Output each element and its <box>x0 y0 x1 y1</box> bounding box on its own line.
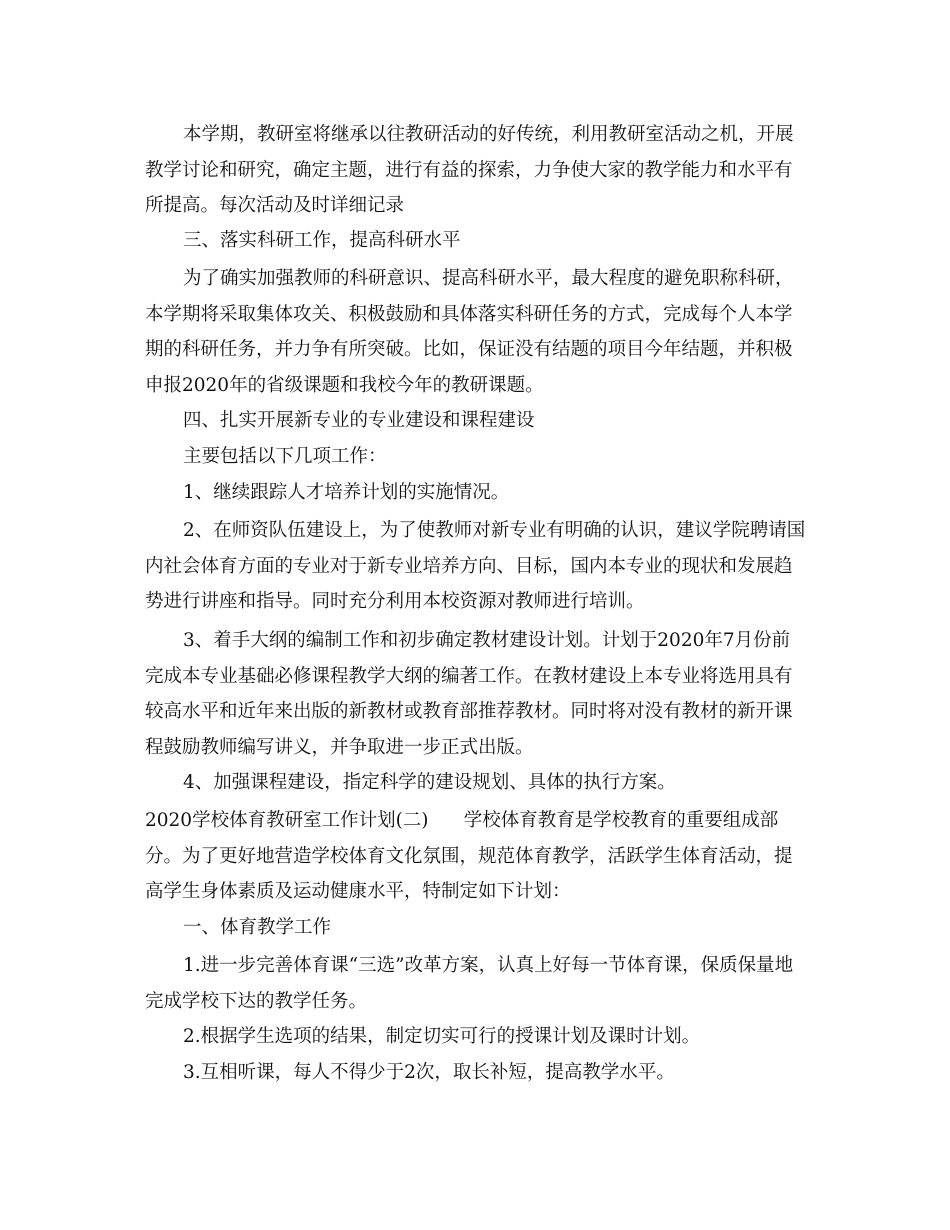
list-item-4: 4、加强课程建设，指定科学的建设规划、具体的执行方案。 <box>183 772 676 793</box>
text-line: 申报2020年的省级课题和我校今年的教研课题。 <box>145 374 544 396</box>
text-line: 1.进一步完善体育课“三选”改革方案，认真上好每一节体育课，保质保量地 <box>183 955 794 976</box>
list-item-1: 1、继续跟踪人才培养计划的实施情况。 <box>183 482 510 503</box>
text-line: 2020学校体育教研室工作计划(二) 学校体育教育是学校教育的重要组成部 <box>145 810 779 831</box>
paragraph-teaching-research <box>145 117 810 224</box>
list-item-s1 <box>145 948 810 1019</box>
text-line: 较高水平和近年来出版的新教材或教育部推荐教材。同时将对没有教材的新开课 <box>145 701 793 722</box>
text-line: 教学讨论和研究，确定主题，进行有益的探索，力争使大家的教学能力和水平有 <box>145 159 793 181</box>
list-item-3 <box>145 623 810 765</box>
text-line: 完成本专业基础必修课程教学大纲的编著工作。在教材建设上本专业将选用具有 <box>145 665 793 687</box>
list-item-s2: 2.根据学生选项的结果，制定切实可行的授课计划及课时计划。 <box>183 1026 701 1047</box>
text-line: 分。为了更好地营造学校体育文化氛围，规范体育教学，活跃学生体育活动，提 <box>145 845 793 867</box>
heading-section-one: 一、体育教学工作 <box>183 917 332 938</box>
text-line: 程鼓励教师编写讲义，并争取进一步正式出版。 <box>145 736 534 758</box>
paragraph-intro: 主要包括以下几项工作： <box>183 446 387 467</box>
text-line: 本学期，教研室将继承以往教研活动的好传统，利用教研室活动之机，开展 <box>183 124 794 145</box>
paragraph-research <box>145 261 810 403</box>
text-line: 3、着手大纲的编制工作和初步确定教材建设计划。计划于2020年7月份前 <box>183 630 791 651</box>
text-line: 本学期将采取集体攻关、积极鼓励和具体落实科研任务的方式，完成每个人本学 <box>145 303 793 325</box>
heading-section-four: 四、扎实开展新专业的专业建设和课程建设 <box>183 410 535 431</box>
list-item-s3: 3.互相听课，每人不得少于2次，取长补短，提高教学水平。 <box>183 1062 675 1083</box>
text-line: 2、在师资队伍建设上，为了使教师对新专业有明确的认识，建议学院聘请国 <box>183 520 806 541</box>
text-line: 完成学校下达的教学任务。 <box>145 990 368 1012</box>
list-item-2 <box>145 513 810 620</box>
text-line: 所提高。每次活动及时详细记录 <box>145 195 405 216</box>
text-line: 内社会体育方面的专业对于新专业培养方向、目标，国内本专业的现状和发展趋 <box>145 555 793 577</box>
text-line: 势进行讲座和指导。同时充分利用本校资源对教师进行培训。 <box>145 591 645 612</box>
paragraph-plan-two <box>145 803 810 910</box>
heading-section-three: 三、落实科研工作，提高科研水平 <box>183 230 461 251</box>
text-line: 期的科研任务，并力争有所突破。比如，保证没有结题的项目今年结题，并积极 <box>145 339 793 360</box>
text-line: 高学生身体素质及运动健康水平，特制定如下计划： <box>145 881 571 902</box>
text-line: 为了确实加强教师的科研意识、提高科研水平，最大程度的避免职称科研， <box>183 268 794 289</box>
